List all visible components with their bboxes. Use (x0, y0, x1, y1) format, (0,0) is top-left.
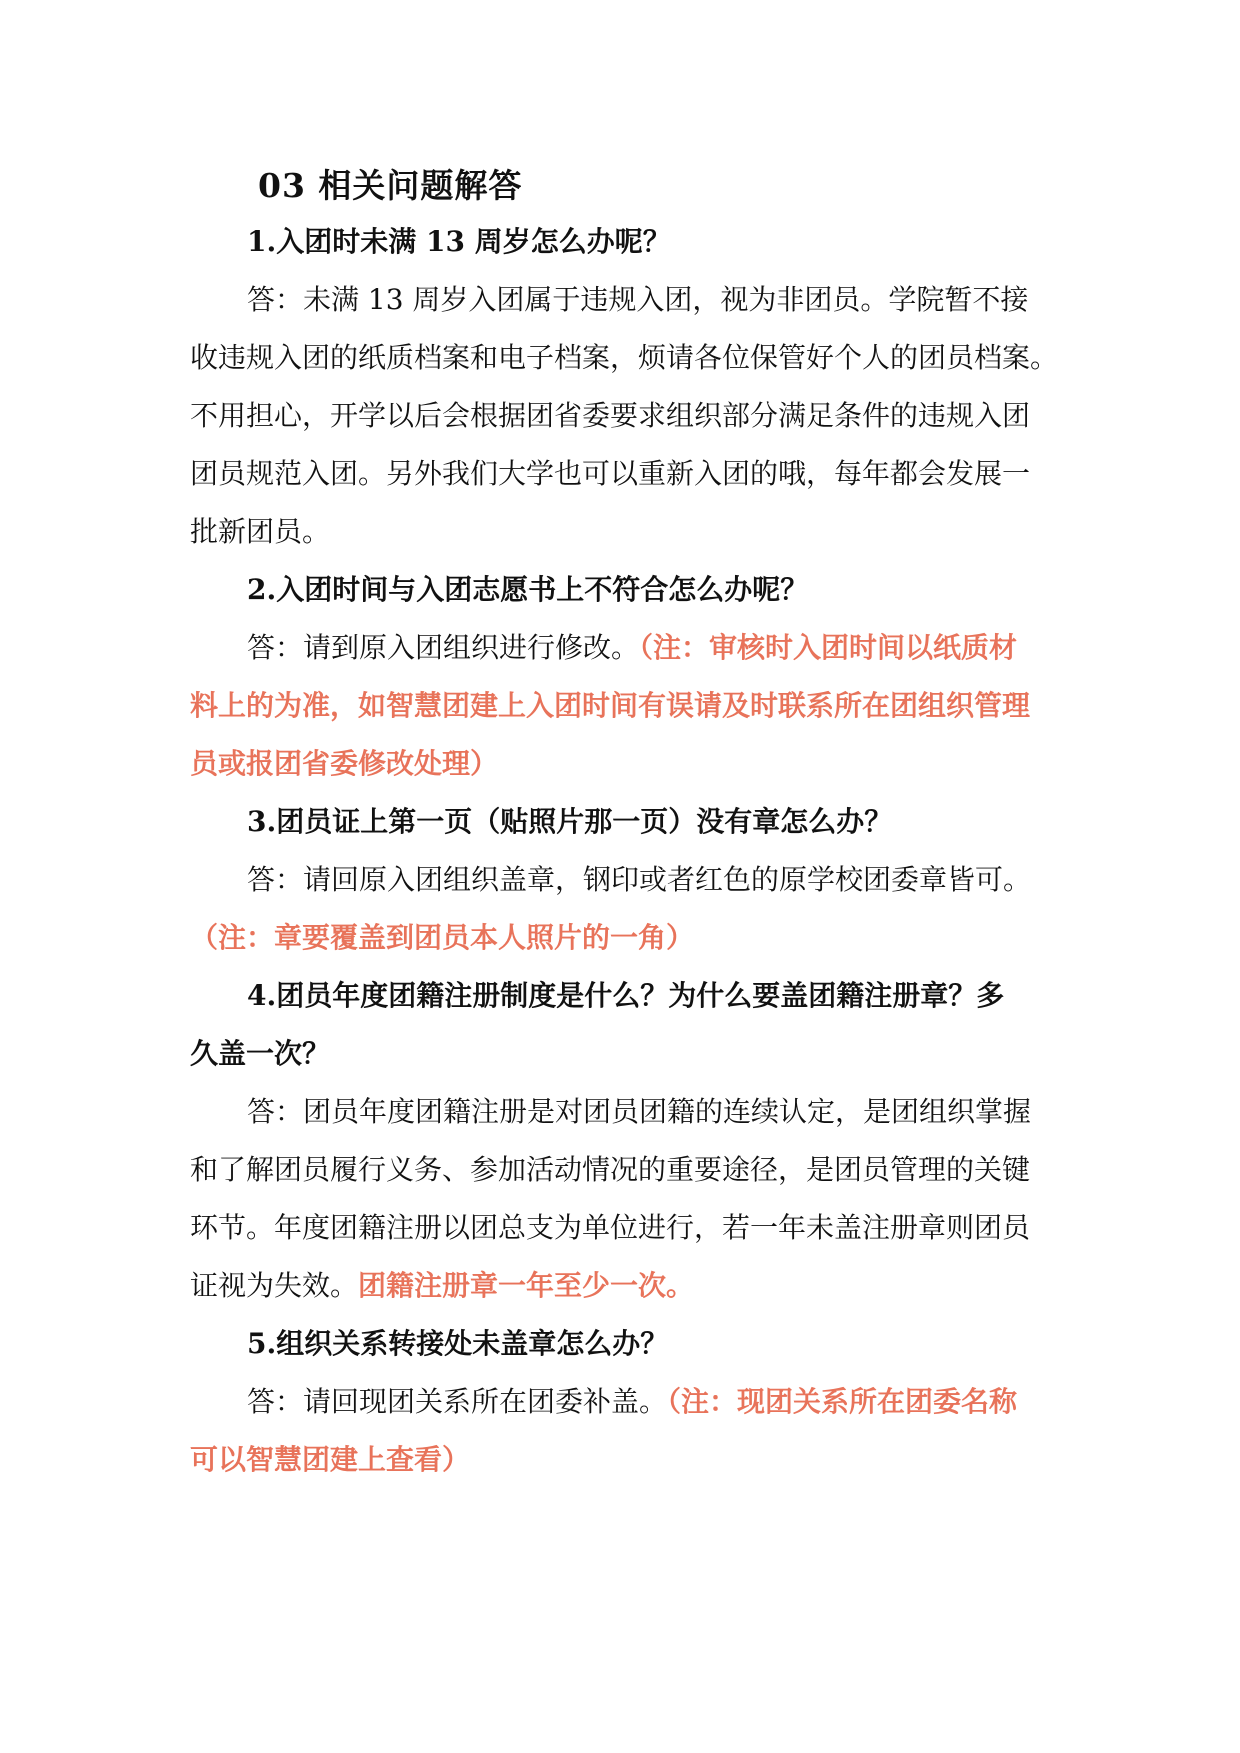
answer-1-line-3: 不用担心，开学以后会根据团省委要求组织部分满足条件的违规入团 (190, 399, 1031, 432)
answer-1-line-5: 批新团员。 (190, 515, 331, 548)
answer-2-line-1 (247, 628, 1017, 668)
answer-5-note-2: 可以智慧团建上查看） (190, 1443, 471, 1476)
answer-1-line-4: 团员规范入团。另外我们大学也可以重新入团的哦，每年都会发展一 (190, 457, 1031, 490)
answer-4-text-end: 证视为失效。 (190, 1269, 359, 1302)
answer-2-note-1: （注：审核时入团时间以纸质材 (639, 631, 1018, 664)
section-title: 03 相关问题解答 (258, 166, 523, 205)
answer-4-note: 团籍注册章一年至少一次。 (358, 1269, 695, 1302)
answer-5-text: 答：请回现团关系所在团委补盖。 (247, 1385, 668, 1418)
question-3: 3.团员证上第一页（贴照片那一页）没有章怎么办？ (247, 805, 893, 838)
answer-3: 答：请回原入团组织盖章，钢印或者红色的原学校团委章皆可。 (247, 863, 1032, 896)
question-5: 5.组织关系转接处未盖章怎么办？ (247, 1327, 669, 1360)
answer-2-note-2: 料上的为准，如智慧团建上入团时间有误请及时联系所在团组织管理 (190, 689, 1031, 722)
answer-5-note-1: （注：现团关系所在团委名称 (667, 1385, 1018, 1418)
answer-1-line-1: 答：未满 13 周岁入团属于违规入团，视为非团员。学院暂不接 (247, 283, 1029, 316)
answer-3-note: （注：章要覆盖到团员本人照片的一角） (190, 921, 695, 954)
answer-4-line-4 (190, 1266, 694, 1306)
answer-5-line-1 (247, 1382, 1017, 1422)
question-2: 2.入团时间与入团志愿书上不符合怎么办呢？ (247, 573, 809, 606)
answer-4-line-1: 答：团员年度团籍注册是对团员团籍的连续认定，是团组织掌握 (247, 1095, 1032, 1128)
answer-4-line-3: 环节。年度团籍注册以团总支为单位进行，若一年未盖注册章则团员 (190, 1211, 1031, 1244)
question-1: 1.入团时未满 13 周岁怎么办呢？ (247, 225, 671, 258)
answer-2-text: 答：请到原入团组织进行修改。 (247, 631, 640, 664)
question-4-line-2: 久盖一次？ (190, 1037, 331, 1070)
answer-2-note-3: 员或报团省委修改处理） (190, 747, 499, 780)
answer-1-line-2: 收违规入团的纸质档案和电子档案，烦请各位保管好个人的团员档案。 (190, 341, 1059, 374)
question-4-line-1: 4.团员年度团籍注册制度是什么？为什么要盖团籍注册章？多 (247, 979, 1005, 1012)
answer-4-line-2: 和了解团员履行义务、参加活动情况的重要途径，是团员管理的关键 (190, 1153, 1031, 1186)
